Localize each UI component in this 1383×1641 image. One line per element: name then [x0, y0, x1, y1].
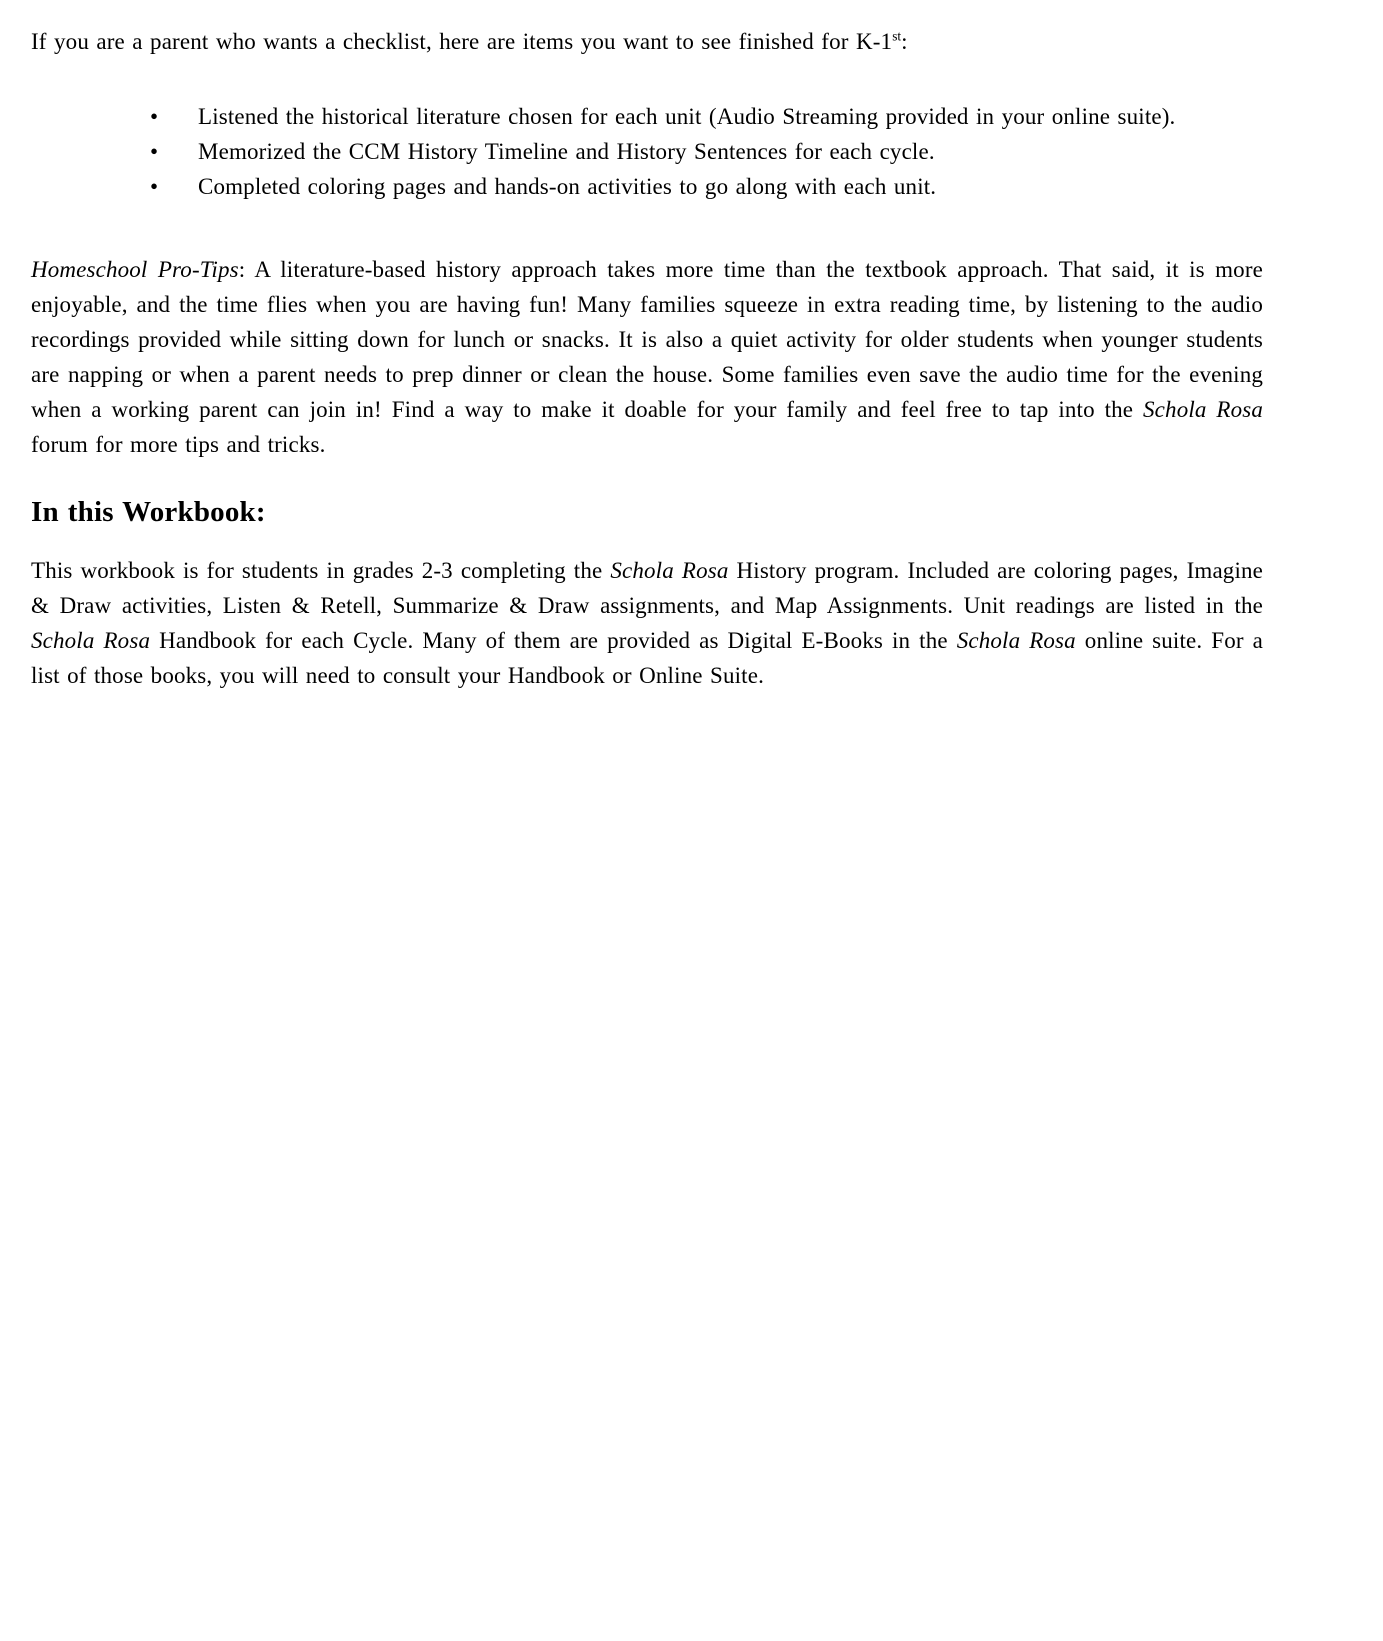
workbook-paragraph: This workbook is for students in grades 2-3 completing the Schola Rosa History program. Included are coloring pages, Imagine & Draw activities, Listen & Retell, Summarize & Draw assignments, and Map Assignments. Unit readings are listed in the Schola Rosa Handbook for each Cycle. Many of them are provided as Digital E-Books in the Schola Rosa online suite. For a list of those books, you will need to consult your Handbook or Online Suite.: [31, 558, 1264, 688]
pro-tips-paragraph: Homeschool Pro-Tips: A literature-based history approach takes more time than the textbook approach. That said, it is more enjoyable, and the time flies when you are having fun! Many families squeeze in extra reading time, by listening to the audio recordings provided while sitting down for lunch or snacks. It is also a quiet activity for older students when younger students are napping or when a parent needs to prep dinner or clean the house. Some families even save the audio time for the evening when a working parent can join in! Find a way to make it doable for your family and feel free to tap into the Schola Rosa forum for more tips and tricks.: [31, 257, 1264, 457]
bullet-icon: •: [150, 174, 159, 199]
section-heading: In this Workbook:: [31, 496, 266, 528]
intro-paragraph: If you are a parent who wants a checklist, here are items you want to see finished for K-1st:: [31, 28, 908, 54]
checklist-item: [150, 99, 1263, 134]
checklist-item: [150, 134, 1263, 169]
bullet-icon: •: [150, 104, 159, 129]
checklist-item-text: Listened the historical literature chosen for each unit (Audio Streaming provided in your online suite).: [198, 104, 1176, 129]
checklist-item-text: Memorized the CCM History Timeline and History Sentences for each cycle.: [198, 139, 935, 164]
checklist-item: [150, 169, 1263, 204]
checklist-item-text: Completed coloring pages and hands-on activities to go along with each unit.: [198, 174, 937, 199]
checklist: [31, 99, 1263, 204]
bullet-icon: •: [150, 139, 159, 164]
